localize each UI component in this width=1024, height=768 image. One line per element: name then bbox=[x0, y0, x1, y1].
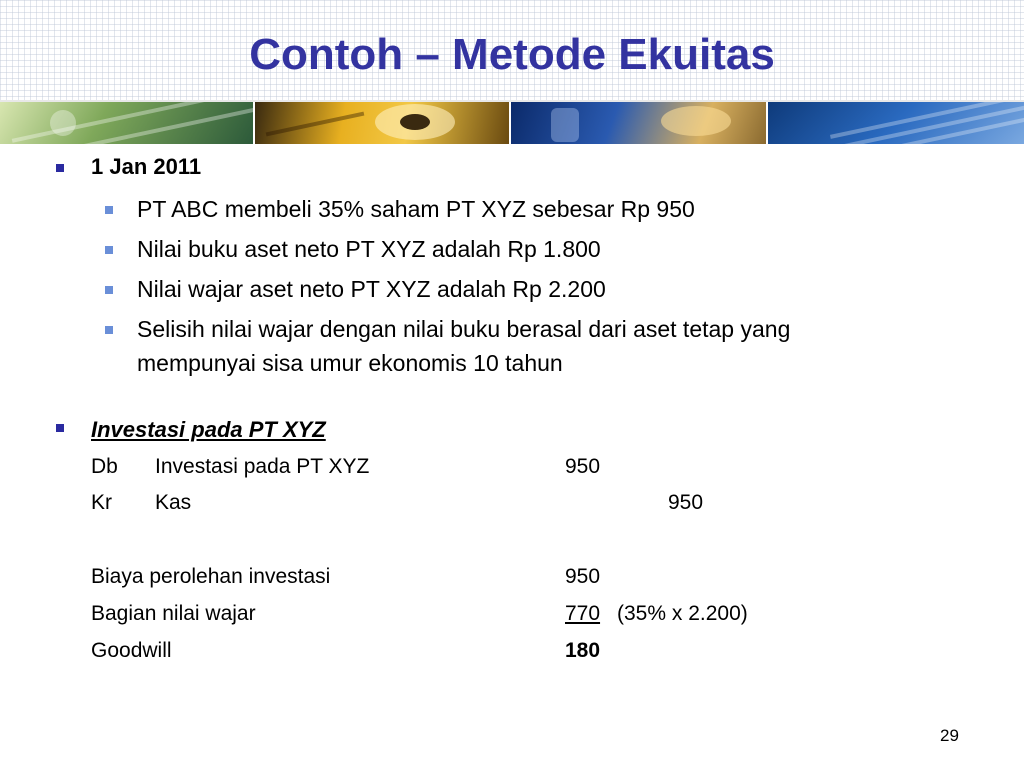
calc-note: (35% x 2.200) bbox=[617, 602, 748, 625]
section1-bullet-4-cont: mempunyai sisa umur ekonomis 10 tahun bbox=[137, 350, 563, 376]
calc-value-goodwill: 180 bbox=[565, 639, 601, 662]
calc-value: 950 bbox=[565, 565, 601, 588]
banner-panel-plant bbox=[0, 102, 255, 144]
calc-label: Bagian nilai wajar bbox=[91, 602, 256, 625]
bullet-level1-icon bbox=[56, 164, 64, 172]
calc-value: 770 bbox=[565, 602, 601, 625]
journal-account: Investasi pada PT XYZ bbox=[155, 455, 370, 478]
section1-bullet-4: Selisih nilai wajar dengan nilai buku berasal dari aset tetap yang bbox=[137, 316, 791, 342]
banner-panel-keyboard bbox=[768, 102, 1024, 144]
banner-panel-gears bbox=[255, 102, 512, 144]
slide-content bbox=[0, 142, 1024, 768]
slide-header bbox=[0, 0, 1024, 100]
journal-side: Db bbox=[91, 455, 118, 478]
slide-title: Contoh – Metode Ekuitas bbox=[249, 30, 775, 79]
section1-bullet-1: PT ABC membeli 35% saham PT XYZ sebesar Rp 950 bbox=[137, 196, 695, 222]
bullet-level2-icon bbox=[105, 246, 113, 254]
section1-heading: 1 Jan 2011 bbox=[91, 154, 202, 179]
bullet-level2-icon bbox=[105, 206, 113, 214]
section1-bullet-2: Nilai buku aset neto PT XYZ adalah Rp 1.800 bbox=[137, 236, 601, 262]
bullet-level2-icon bbox=[105, 286, 113, 294]
calc-label: Biaya perolehan investasi bbox=[91, 565, 331, 588]
bullet-level1-icon bbox=[56, 424, 64, 432]
journal-credit: 950 bbox=[668, 491, 704, 514]
page-number: 29 bbox=[940, 726, 959, 745]
bullet-level2-icon bbox=[105, 326, 113, 334]
section1-bullet-3: Nilai wajar aset neto PT XYZ adalah Rp 2.200 bbox=[137, 276, 606, 302]
banner-panel-lab bbox=[511, 102, 768, 144]
journal-side: Kr bbox=[91, 491, 112, 514]
header-banner bbox=[0, 100, 1024, 144]
section2-heading: Investasi pada PT XYZ bbox=[91, 417, 326, 442]
journal-account: Kas bbox=[155, 491, 192, 514]
journal-debit: 950 bbox=[565, 455, 601, 478]
calc-label: Goodwill bbox=[91, 639, 172, 662]
